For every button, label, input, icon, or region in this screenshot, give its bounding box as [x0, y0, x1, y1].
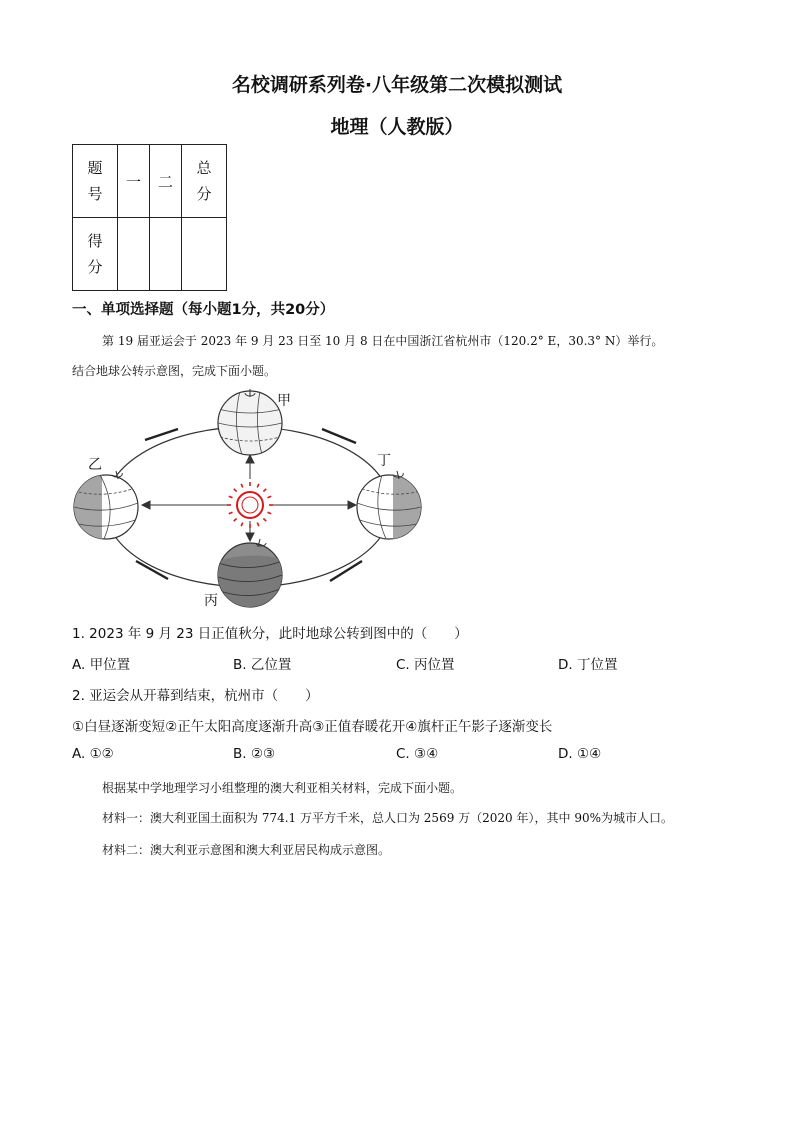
row1-label: 题号	[87, 159, 103, 203]
earth-position-yi	[74, 471, 138, 539]
section-heading: 一、单项选择题（每小题1分，共20分）	[72, 302, 335, 318]
q2-option-d[interactable]: D. ①④	[558, 746, 602, 762]
label-yi: 乙	[88, 457, 102, 473]
q2-option-a[interactable]: A. ①②	[72, 746, 114, 762]
col3-label: 总分	[196, 159, 212, 203]
earth-orbit-diagram	[60, 383, 440, 615]
score-cell-1[interactable]	[118, 218, 150, 291]
intro2-line2: 材料一：澳大利亚国土面积为 774.1 万平方千米，总人口为 2569 万（2020 年），其中 90%为城市人口。	[102, 811, 673, 825]
q2-statements: ①白昼逐渐变短②正午太阳高度逐渐升高③正值春暖花开④旗杆正午影子逐渐变长	[72, 719, 553, 735]
page-subtitle: 地理（人教版）	[330, 116, 464, 138]
score-table-col3	[182, 145, 227, 218]
score-table-row2-label	[73, 218, 118, 291]
score-table-header-label	[73, 145, 118, 218]
score-cell-2[interactable]	[150, 218, 182, 291]
q2-option-c[interactable]: C. ③④	[396, 746, 439, 762]
earth-position-bing	[218, 539, 282, 607]
score-table-col2: 二	[150, 145, 182, 218]
intro1-line1: 第 19 届亚运会于 2023 年 9 月 23 日至 10 月 8 日在中国浙江省杭州市（120.2° E，30.3° N）举行。	[102, 334, 664, 348]
row2-label: 得分	[87, 232, 103, 276]
page-title: 名校调研系列卷·八年级第二次模拟测试	[231, 74, 563, 96]
q1-option-b[interactable]: B. 乙位置	[233, 657, 292, 673]
q1-option-c[interactable]: C. 丙位置	[396, 657, 455, 673]
q1-option-a[interactable]: A. 甲位置	[72, 657, 131, 673]
q2-option-b[interactable]: B. ②③	[233, 746, 276, 762]
q2-stem: 2. 亚运会从开幕到结束，杭州市（ ）	[72, 688, 319, 704]
score-table	[72, 144, 227, 291]
intro2-line1: 根据某中学地理学习小组整理的澳大利亚相关材料，完成下面小题。	[102, 781, 463, 795]
earth-position-jia	[218, 389, 282, 455]
earth-position-ding	[357, 471, 423, 539]
label-ding: 丁	[377, 453, 391, 469]
q1-stem: 1. 2023 年 9 月 23 日正值秋分，此时地球公转到图中的（ ）	[72, 626, 468, 642]
label-bing: 丙	[204, 593, 218, 609]
score-table-col1: 一	[118, 145, 150, 218]
label-jia: 甲	[277, 393, 291, 409]
intro1-line2: 结合地球公转示意图，完成下面小题。	[72, 364, 277, 378]
score-cell-total[interactable]	[182, 218, 227, 291]
q1-option-d[interactable]: D. 丁位置	[558, 657, 618, 673]
intro2-line3: 材料二：澳大利亚示意图和澳大利亚居民构成示意图。	[102, 843, 391, 857]
